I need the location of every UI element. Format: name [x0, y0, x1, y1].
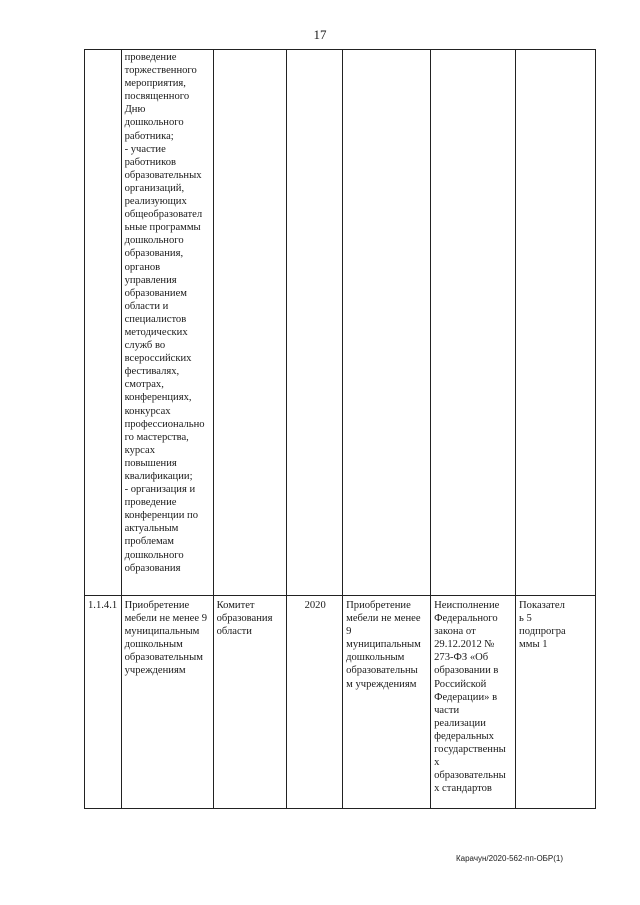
text-line: Приобретение [346, 600, 411, 611]
cell-executor-empty [213, 50, 287, 596]
indicator-lines [519, 599, 593, 651]
text-line: проведение [124, 497, 177, 509]
text-line: органов [124, 261, 161, 273]
text-line: 273-ФЗ «Об [434, 652, 489, 664]
text-line: работников [124, 156, 176, 168]
text-line: - организация и [124, 484, 196, 496]
text-line: квалификации; [124, 471, 193, 482]
text-line: х [434, 757, 440, 769]
text-line: образовательны [434, 770, 506, 782]
cell-activity-continued [121, 50, 213, 596]
text-line: реализующих [124, 196, 187, 208]
text-line: смотрах, [124, 379, 164, 391]
cell-number-empty [85, 50, 122, 596]
table-row-1141 [85, 596, 640, 809]
text-line: подпрогра [519, 626, 566, 638]
text-line: х стандартов [434, 783, 492, 795]
text-line: образования, [124, 248, 184, 260]
text-line: учреждениям [124, 665, 186, 677]
text-line: организаций, [124, 182, 185, 194]
document-code-footer: Карачун/2020-562-пп-ОБР(1) [456, 854, 564, 863]
text-line: образовании в [434, 665, 499, 677]
text-line: курсах [124, 444, 155, 456]
text-line: го мастерства, [124, 431, 189, 443]
cell-consequences [431, 596, 516, 809]
text-line: области [216, 626, 252, 638]
text-line: служб во [124, 340, 166, 352]
executor-lines [217, 599, 285, 638]
text-line: специалистов [124, 313, 187, 325]
cell-indicator-empty [516, 50, 596, 596]
text-line: части [434, 704, 460, 716]
text-line: закона от [434, 626, 476, 638]
text-line: конкурсах [124, 405, 171, 417]
text-line: муниципальным [346, 639, 421, 651]
text-line: ммы 1 [519, 639, 548, 651]
text-line: всероссийских [124, 353, 192, 365]
text-line: Российской [434, 678, 487, 690]
cell-result [343, 596, 431, 809]
text-line: Федерального [434, 613, 498, 625]
text-line: актуальным [124, 523, 179, 535]
text-line: образования [124, 562, 181, 574]
text-line: 29.12.2012 № [434, 639, 495, 651]
text-line: дошкольного [124, 235, 184, 247]
text-line: м учреждениям [346, 678, 417, 690]
text-line: посвященного [124, 91, 190, 103]
text-line: фестивалях, [124, 366, 180, 378]
text-line: Комитет [216, 600, 255, 611]
text-line: конференции по [124, 510, 199, 522]
text-line: управления [124, 274, 177, 286]
activity-lines [125, 599, 211, 678]
text-line: ьные программы [124, 222, 201, 234]
text-line: дошкольным [124, 639, 183, 651]
text-line: работника; [124, 130, 174, 142]
text-line: ь 5 [519, 613, 532, 625]
text-line: торжественного [124, 65, 197, 77]
text-line: дошкольного [124, 117, 184, 129]
result-lines [346, 599, 428, 691]
text-line: Дню [124, 104, 146, 116]
text-line: образовательным [124, 652, 203, 664]
text-line: проблемам [124, 536, 174, 548]
cell-number: 1.1.4.1 [85, 596, 122, 809]
program-activities-table [84, 49, 640, 809]
text-line: муниципальным [124, 626, 200, 638]
text-line: федеральных [434, 730, 494, 742]
text-line: образовательных [124, 169, 202, 181]
cell-year: 2020 [287, 596, 343, 809]
text-line: образования [216, 613, 273, 625]
text-line: профессионально [124, 418, 205, 430]
text-line: проведение [124, 52, 177, 63]
text-line: дошкольным [346, 652, 405, 664]
cell-activity [121, 596, 213, 809]
text-line: Федерации» в [434, 691, 498, 703]
page-number: 17 [313, 27, 327, 42]
consequences-lines [434, 599, 513, 795]
text-line: Неисполнение [434, 600, 500, 611]
text-line: 9 [346, 626, 352, 638]
text-line: конференциях, [124, 392, 192, 404]
cell-executor [213, 596, 287, 809]
text-line: образовательны [346, 665, 418, 677]
cell-indicator [516, 596, 596, 809]
text-line: мероприятия, [124, 78, 186, 90]
activity-lines [125, 51, 211, 575]
text-line: мебели не менее [346, 613, 421, 625]
text-line: Показател [519, 600, 565, 611]
text-line: Приобретение [124, 600, 190, 611]
cell-consequences-empty [431, 50, 516, 596]
text-line: мебели не менее 9 [124, 613, 207, 625]
text-line: методических [124, 326, 188, 338]
text-line: - участие [124, 143, 166, 155]
text-line: дошкольного [124, 549, 184, 561]
text-line: реализации [434, 717, 486, 729]
text-line: государственны [434, 744, 506, 756]
text-line: области и [124, 300, 169, 312]
cell-year-empty [287, 50, 343, 596]
table-row-continued [85, 50, 640, 596]
text-line: повышения [124, 457, 177, 469]
text-line: образованием [124, 287, 187, 299]
cell-result-empty [343, 50, 431, 596]
text-line: общеобразовател [124, 209, 203, 221]
